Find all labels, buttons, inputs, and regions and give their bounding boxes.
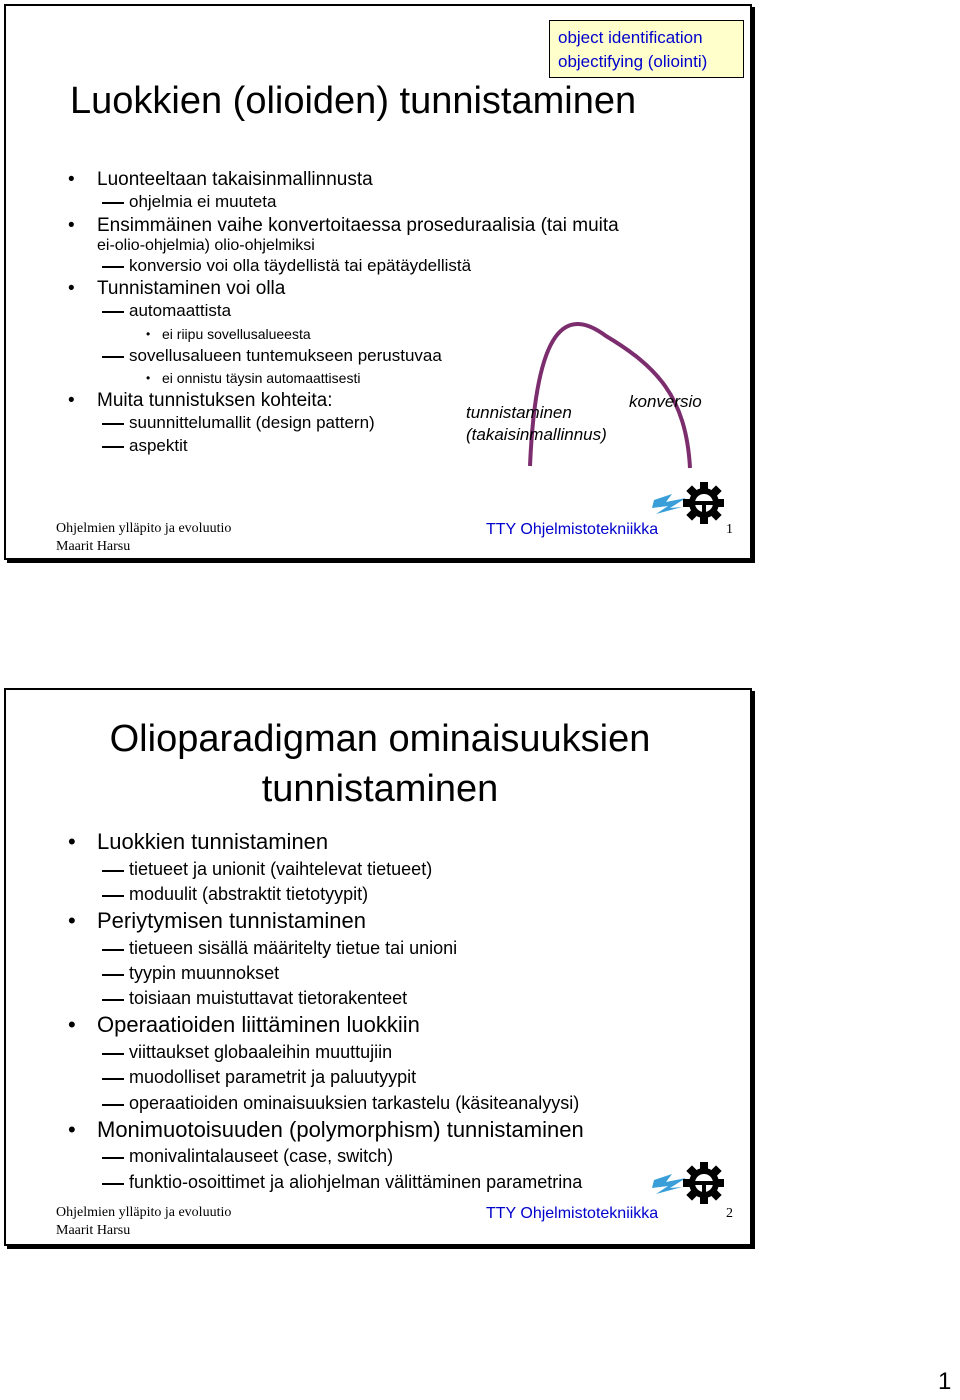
sub-item: konversio voi olla täydellistä tai epätäydellistä [6,255,619,278]
sub-item: aspektit [6,435,619,458]
slide-title [6,714,754,814]
page-number: 1 [938,1368,952,1395]
sub-item: funktio-osoittimet ja aliohjelman välittäminen parametrina [6,1170,584,1195]
sub-item: moduulit (abstraktit tietotyypit) [6,882,584,907]
bullet-item: • Luokkien tunnistaminen [6,828,584,857]
sub-item: toisiaan muistuttavat tietorakenteet [6,986,584,1011]
sub-item: automaattista [6,300,619,323]
annotation-conversion: konversio [629,392,702,411]
sub-item: viittaukset globaaleihin muuttujiin [6,1040,584,1065]
footer-org: TTY Ohjelmistotekniikka [486,521,659,538]
bullet-item: • Ensimmäinen vaihe konvertoitaessa proseduraalisia (tai muita [6,214,619,237]
footer-name: Maarit Harsu [56,539,131,554]
footer-author [56,520,231,556]
sub-item: monivalintalauseet (case, switch) [6,1144,584,1169]
sub-item: tyypin muunnokset [6,961,584,986]
annotation-line-1: tunnistaminen [466,403,572,422]
note-line-1: object identification [558,28,703,47]
sub-sub-item: • ei riipu sovellusalueesta [6,323,619,345]
sub-item: ohjelmia ei muuteta [6,191,619,214]
sub-item: sovellusalueen tuntemukseen perustuvaa [6,345,619,368]
slide-2 [4,688,752,1246]
bullet-item: • Muita tunnistuksen kohteita: [6,389,619,412]
bullet-item: • Monimuotoisuuden (polymorphism) tunnistaminen [6,1116,584,1145]
slide-number: 2 [726,1206,733,1221]
footer-author [56,1204,231,1240]
slide-1 [4,4,752,560]
bullet-item: • Tunnistaminen voi olla [6,277,619,300]
annotation-line-2: (takaisinmallinnus) [466,425,607,444]
sub-item: tietueet ja unionit (vaihtelevat tietueet) [6,857,584,882]
continued-text: ei-olio-ohjelmia) olio-ohjelmiksi [97,236,315,254]
footer-org: TTY Ohjelmistotekniikka [486,1205,659,1222]
bullet-item: • Operaatioiden liittäminen luokkiin [6,1011,584,1040]
footer-course: Ohjelmien ylläpito ja evoluutio [56,1205,232,1220]
bullet-list [6,828,584,1195]
tty-gear-logo-icon [652,1160,724,1206]
footer-name: Maarit Harsu [56,1223,131,1238]
sub-item: muodolliset parametrit ja paluutyypit [6,1065,584,1090]
sub-item: tietueen sisällä määritelty tietue tai unioni [6,936,584,961]
note-line-2: objectifying (oliointi) [558,52,708,71]
title-line-1: Olioparadigman ominaisuuksien [109,718,651,760]
title-line-2: tunnistaminen [261,768,499,810]
annotation-recognition [466,402,607,446]
tty-gear-logo-icon [652,480,724,526]
footer-course: Ohjelmien ylläpito ja evoluutio [56,521,232,536]
sub-item: suunnittelumallit (design pattern) [6,412,619,435]
slide-number: 1 [726,522,733,537]
slide-title: Luokkien (olioiden) tunnistaminen [70,80,637,122]
sub-item: operaatioiden ominaisuuksien tarkastelu (käsiteanalyysi) [6,1091,584,1116]
sub-sub-item: • ei onnistu täysin automaattisesti [6,367,619,389]
bullet-item: • Periytymisen tunnistaminen [6,907,584,936]
bullet-item: • Luonteeltaan takaisinmallinnusta [6,168,619,191]
conversion-curve [6,6,754,562]
